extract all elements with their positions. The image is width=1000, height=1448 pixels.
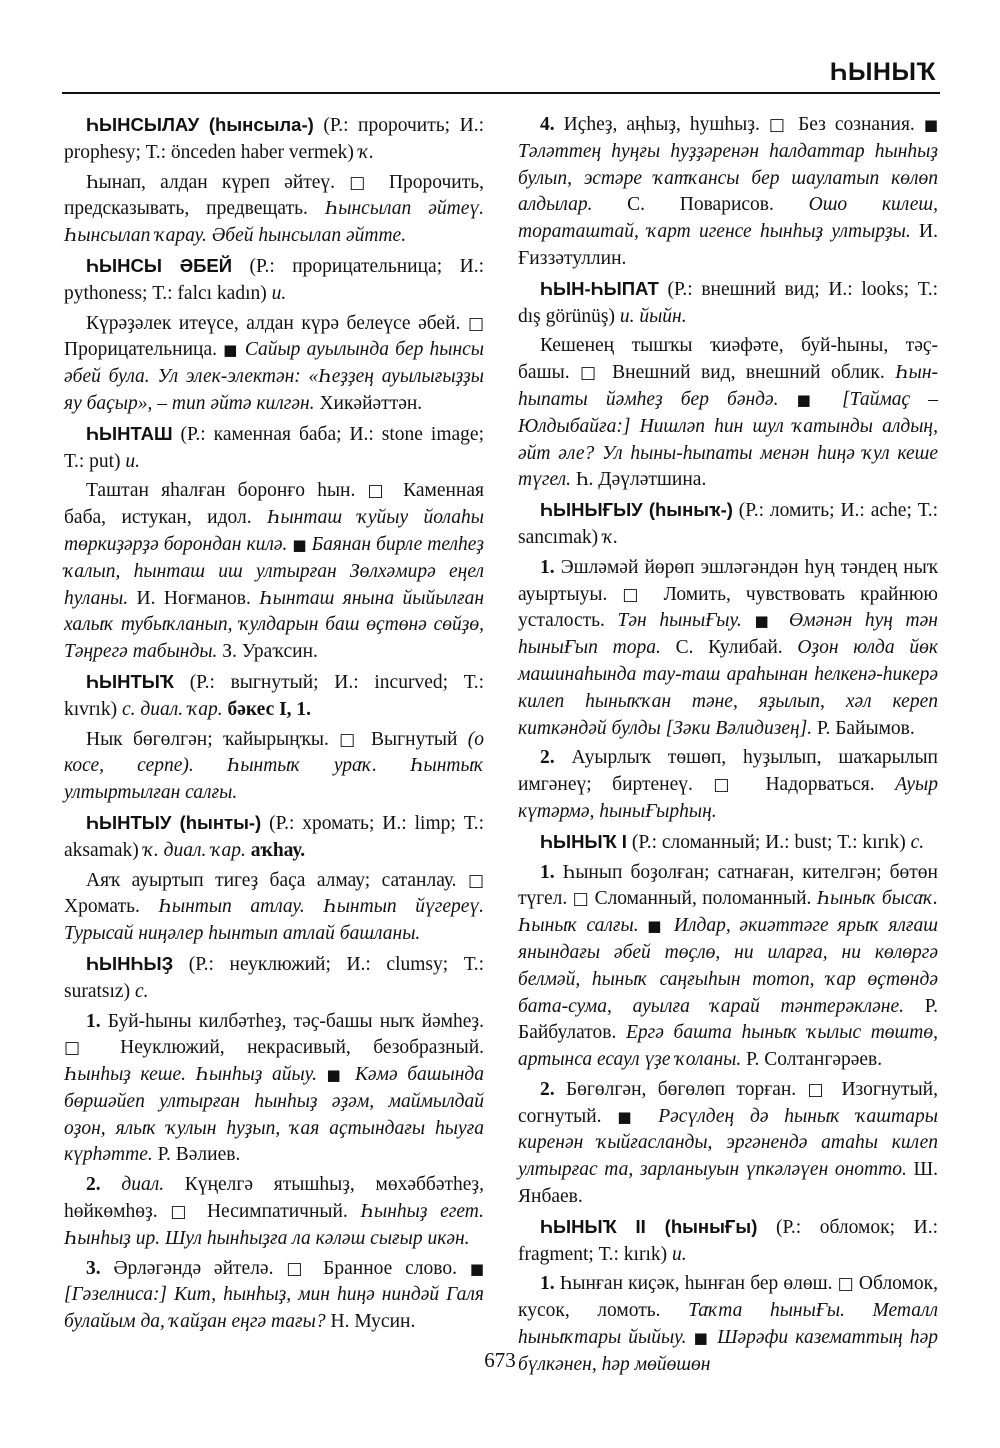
definition: [64, 478, 484, 666]
sense-4: [518, 112, 938, 273]
sense-3: [64, 1256, 484, 1336]
russian-translation: Обломок, кусок, ломоть.: [518, 1273, 938, 1322]
definition-text: Иҫһеҙ, аңһыҙ, һушһыҙ.: [554, 114, 769, 135]
russian-translation: Надорваться.: [745, 774, 896, 796]
citation-square-icon: ■: [647, 917, 666, 936]
sense-number: 1.: [540, 1273, 555, 1295]
citation-square-icon: ■: [469, 1259, 485, 1278]
glosses: (Р.: пророчить; И.: prophesy; Т.: önceden haber vermek): [64, 115, 484, 163]
entry-hynsylau: [64, 112, 484, 167]
citation-square-icon: ■: [617, 1107, 643, 1126]
source: И. Ноғманов.: [128, 587, 260, 609]
definition: [64, 170, 484, 250]
sense-number: 1.: [540, 861, 555, 883]
entry-hyntash: [64, 421, 484, 476]
glosses: (Р.: внешний вид; И.: looks; Т.: dış görünüş): [518, 278, 938, 327]
definition: [64, 868, 484, 948]
russian-translation: Прорицательница.: [64, 339, 224, 361]
translation-square-icon: □: [170, 1202, 195, 1223]
example: Һынһыҙ егет. Һынһыҙ ир. Шул һынһыҙға ла кәләш сығыр икән.: [64, 1201, 485, 1249]
entry-hyntyu: [64, 810, 484, 865]
entry-hynhyz: [64, 951, 484, 1006]
example: Ергә башта һыныҡ ҡылыс төштө, артынса есаул үҙе ҡоланы.: [518, 1022, 938, 1071]
source: Һ. Дәүләтшина.: [571, 469, 707, 491]
example: Рәсүлдең дә һыныҡ ҡаштары киренән ҡыйғасланды, эргәнендә атаһы килеп ултырғас та, зарланыуын үпкәләүен онотто.: [518, 1105, 938, 1181]
usage-note: (о косе, серпе).: [64, 728, 484, 777]
part-of-speech: с.: [134, 980, 149, 1002]
headword: ҺЫНТЫУ (һынты-): [86, 811, 262, 833]
definition-text: Һынған киҫәк, һынған бер өлөш.: [554, 1273, 838, 1295]
part-of-speech: ҡ. диал. ҡар.: [143, 839, 251, 861]
citation-square-icon: ■: [693, 1329, 711, 1348]
example: Һынһыҙ кеше. Һынһыҙ айыу.: [64, 1064, 327, 1086]
russian-translation: Ломить, чувствовать крайнюю усталость.: [518, 583, 938, 632]
part-of-speech: и.: [672, 1243, 687, 1265]
source: Н. Мусин.: [325, 1311, 416, 1333]
glosses: (Р.: хромать; И.: limp; Т.: aksamak): [64, 812, 484, 861]
translation-square-icon: □: [467, 313, 484, 334]
example: Ауыр күтәрмә, һыныҒырһың.: [518, 774, 938, 822]
definition-text: Нык бөгөлгән; ҡайырыңҡы.: [86, 728, 340, 750]
example: Ошо килеш, тораташтай, ҡарт игенсе һынһыҙ ултырҙы.: [518, 194, 938, 243]
example: Таҡта һыныҒы. Металл һыныҡтары йыйыу.: [518, 1300, 938, 1349]
sense-1: [518, 860, 938, 1074]
headword: ҺЫНСЫ ӘБЕЙ: [86, 254, 233, 276]
headword: ҺЫНТАШ: [86, 422, 173, 444]
glosses: (Р.: неуклюжий; И.: clumsy; Т.: suratsız): [64, 953, 484, 1002]
example: Илдар, әкиәттәге ярыҡ ялғаш янындағы әбей төҫлө, ни иларға, ни көлөргә белмәй, һыныҡ саңғыһын тотоп, ҡар өҫтөндә бата-сума, ауылға ҡарай тәнтерәкләне.: [518, 915, 938, 1017]
example: Шәрәфи казематтың һәр бүлкәнен, һәр мөйөшөн: [518, 1327, 938, 1375]
header-rule: [62, 92, 940, 94]
russian-translation: Бранное слово.: [310, 1257, 470, 1279]
part-of-speech: ҡ.: [603, 526, 619, 548]
definition-text: Күрәҙәлек итеүсе, алдан күрә белеүсе әбей.: [86, 312, 468, 334]
definition-text: Ауырлыҡ төшөп, һуҙылып, шаҡарылып имгәнеү; биртенеү.: [518, 747, 938, 796]
example: Оҙон юлда йөк машинаһында тау-таш араһынан һелкенә-һикерә килеп һыныҡҡан тәне, яҙылып, хәл кереп киткәндәй булды [Зәки Вәлидизең].: [518, 637, 938, 739]
example: Һынташ ҡуйыу йолаһы төркиҙәрҙә борондан килә.: [64, 507, 485, 555]
translation-square-icon: □: [622, 584, 649, 605]
definition: [64, 727, 484, 807]
example: [Гәзелниса:] Кит, һынһыҙ, мин һиңә ниндәй Галя булайым да, ҡайҙан еңгә тағы?: [64, 1284, 484, 1333]
example: Һынтып атлау. Һынтып йүгереү. Турысай ниңәлер һынтып атлай башланы.: [64, 896, 485, 945]
translation-square-icon: □: [572, 889, 590, 910]
sense-2: [518, 1077, 938, 1211]
example: Һынташ янына йыйылған халыҡ тубыҡланып, ҡулдарын баш өҫтөнә сөйҙө, Тәңрегә табынды.: [64, 587, 485, 663]
russian-translation: Несимпатичный.: [194, 1201, 361, 1223]
glosses: (Р.: каменная баба; И.: stone image; Т.: put): [64, 423, 484, 472]
citation-square-icon: ■: [223, 341, 239, 360]
glosses: (Р.: выгнутый; И.: incurved; Т.: kıvrık): [64, 671, 484, 720]
russian-translation: Внешний вид, внешний облик.: [601, 362, 896, 384]
headword: ҺЫН-ҺЫПАТ: [540, 277, 659, 299]
example: Өмәнән һуң тән һыныҒып тора.: [518, 610, 938, 659]
citation-square-icon: ■: [754, 612, 777, 631]
entry-hynyk-2: [518, 1214, 938, 1269]
entry-hynyk-1: [518, 829, 938, 857]
russian-translation: Пророчить, предсказывать, предвещать.: [64, 171, 485, 220]
example: Кәмә башында бөршәйеп ултырған һынһыҙ әҙәм, маймылдай оҙон, ялыҡ ҡулын һуҙып, ҡая аҫтындағы һыуға күрһәтте.: [64, 1064, 484, 1166]
sense-number: 2.: [86, 1174, 101, 1196]
definition: [518, 333, 938, 494]
russian-translation: Каменная баба, истукан, идол.: [64, 480, 484, 529]
citation-square-icon: ■: [292, 535, 307, 554]
definition-text: Кешенең тышҡы ҡиәфәте, буй-һыны, тәҫ-башы.: [518, 335, 938, 384]
cross-reference: бәкес I, 1.: [227, 698, 312, 720]
sense-2: [64, 1172, 484, 1252]
right-column: [518, 112, 938, 1382]
source: Хикәйәттән.: [314, 392, 423, 414]
russian-translation: Изогнутый, согнутый.: [518, 1078, 938, 1127]
translation-square-icon: □: [837, 1274, 854, 1295]
translation-square-icon: □: [367, 481, 391, 502]
citation-square-icon: ■: [796, 390, 825, 409]
glosses: (Р.: сломанный; И.: bust; Т.: kırık): [626, 831, 911, 853]
definition-text: Бөгөлгән, бөгөлөп торған.: [554, 1078, 808, 1100]
entry-hyn-hypat: [518, 276, 938, 331]
left-column: [64, 112, 484, 1339]
headword: ҺЫНСЫЛАУ (һынсыла-): [86, 114, 314, 135]
russian-translation: Хромать.: [64, 896, 159, 918]
headword: ҺЫНҺЫҘ: [86, 952, 174, 974]
translation-square-icon: □: [339, 729, 361, 750]
source: Р. Байбулатов.: [518, 995, 938, 1044]
entry-hynsy-abey: [64, 253, 484, 308]
definition-text: Эшләмәй йөрөп эшләгәндән һуң тәндең ныҡ ауыртыуы.: [518, 556, 938, 605]
russian-translation: Без сознания.: [789, 114, 924, 135]
part-of-speech: и.: [125, 450, 141, 472]
sense-number: 2.: [540, 747, 555, 769]
translation-square-icon: □: [580, 363, 602, 384]
russian-translation: Неуклюжий, некрасивый, безобразный.: [97, 1037, 484, 1059]
source: Р. Вәлиев.: [152, 1144, 241, 1166]
source: З. Ураҡсин.: [217, 641, 318, 663]
citation-square-icon: ■: [326, 1066, 346, 1085]
definition: [64, 311, 484, 418]
source: Р. Солтангәрәев.: [741, 1049, 883, 1071]
translation-square-icon: □: [349, 172, 375, 193]
source: С. Поварисов.: [592, 194, 809, 216]
cross-reference: аҡһау.: [250, 839, 306, 861]
definition-text: Һынып боҙолған; сатнаған, кителгән; бөтөн түгел.: [518, 861, 938, 910]
definition-text: Әрләгәндә әйтелә.: [100, 1257, 287, 1279]
source: Р. Байымов.: [812, 717, 915, 739]
source: С. Кулибай.: [660, 637, 798, 659]
example: Тән һыныҒыу.: [617, 610, 755, 632]
source: Ш. Янбаев.: [518, 1159, 938, 1208]
glosses: (Р.: прорицательница; И.: pythoness; Т.: falcı kadın): [64, 255, 484, 304]
russian-translation: Сломанный, поломанный.: [589, 888, 817, 910]
russian-translation: Выгнутый: [360, 728, 468, 750]
example: Һыныҡ бысаҡ. Һыныҡ салғы.: [518, 888, 938, 937]
example: Һын-һыпаты йәмһеҙ бер бәндә.: [518, 362, 938, 410]
example: Тәләттең һуңғы һуҙҙәренән һалдаттар һынһыҙ булып, эстәре ҡатҡансы бер шаулатып көлөп алдылар.: [518, 140, 938, 216]
citation-square-icon: ■: [923, 116, 938, 134]
headword: ҺЫНЫҠ I: [540, 830, 627, 852]
headword: ҺЫНТЫҠ: [86, 670, 174, 692]
example: Һынсылап әйтеү. Һынсылап ҡарау. Әбей һынсылап әйтте.: [64, 198, 484, 247]
definition-text: Таштан яһалған боронғо һын.: [86, 480, 368, 502]
part-of-speech: и.: [271, 282, 287, 304]
glosses: (Р.: обломок; И.: fragment; Т.: kırık): [518, 1216, 938, 1265]
example: Баянан бирле телһеҙ ҡалып, һынташ иш ултырған Зөлхәмирә еңел һуланы.: [64, 533, 484, 609]
sense-1: [518, 555, 938, 743]
definition-text: Аяҡ ауыртып тигеҙ баҫа алмау; сатанлау.: [86, 869, 468, 891]
sense-1: [64, 1009, 484, 1170]
example: Һынтыҡ ураҡ. Һынтыҡ ултыртылған салғы.: [64, 755, 484, 804]
translation-square-icon: □: [713, 775, 746, 796]
example: [Таймаҫ – Юлдыбайға:] Нишләп һин шул ҡатынды алдың, әйт әле? Ул һыны-һыпаты менән һиңә ҡул кеше түгел.: [518, 388, 938, 491]
sense-number: 1.: [540, 556, 555, 578]
part-of-speech: и. йыйн.: [619, 305, 687, 327]
translation-square-icon: □: [807, 1079, 831, 1100]
definition-text: Һынап, алдан күреп әйтеү.: [86, 171, 350, 193]
running-head: ҺЫНЫҠ: [829, 58, 936, 86]
headword: ҺЫНЫҠ II (һыныҒы): [540, 1215, 758, 1237]
usage-label: диал.: [100, 1174, 165, 1196]
part-of-speech: с. диал. ҡар.: [121, 698, 228, 720]
translation-square-icon: □: [286, 1258, 311, 1279]
sense-number: 2.: [540, 1078, 555, 1100]
page-number: 673: [484, 1348, 516, 1372]
translation-square-icon: □: [64, 1038, 98, 1059]
headword: ҺЫНЫҒЫУ (һыныҡ-): [540, 499, 733, 521]
sense-number: 4.: [540, 114, 555, 135]
sense-2: [518, 745, 938, 825]
part-of-speech: ҡ.: [358, 141, 374, 163]
definition-text: Күңелгә ятышһыҙ, мөхәббәтһеҙ, һөйкөмһөҙ.: [64, 1174, 485, 1223]
entry-hyntyk: [64, 669, 484, 724]
translation-square-icon: □: [768, 115, 790, 135]
sense-number: 1.: [86, 1010, 101, 1032]
example: Сайыр ауылында бер һынсы әбей була. Ул элек-электән: «Һеҙҙең ауылығыҙҙы яу баҫыр», – тип әйтә килгән.: [64, 339, 484, 414]
entry-hynyguu: [518, 497, 938, 552]
glosses: (Р.: ломить; И.: ache; Т.: sancımak): [518, 500, 938, 548]
definition-text: Буй-һыны килбәтһеҙ, тәҫ-башы ныҡ йәмһеҙ.: [100, 1010, 484, 1032]
part-of-speech: с.: [910, 831, 925, 853]
translation-square-icon: □: [467, 870, 484, 891]
source: И. Ғиззәтуллин.: [518, 221, 938, 269]
sense-number: 3.: [86, 1257, 101, 1279]
